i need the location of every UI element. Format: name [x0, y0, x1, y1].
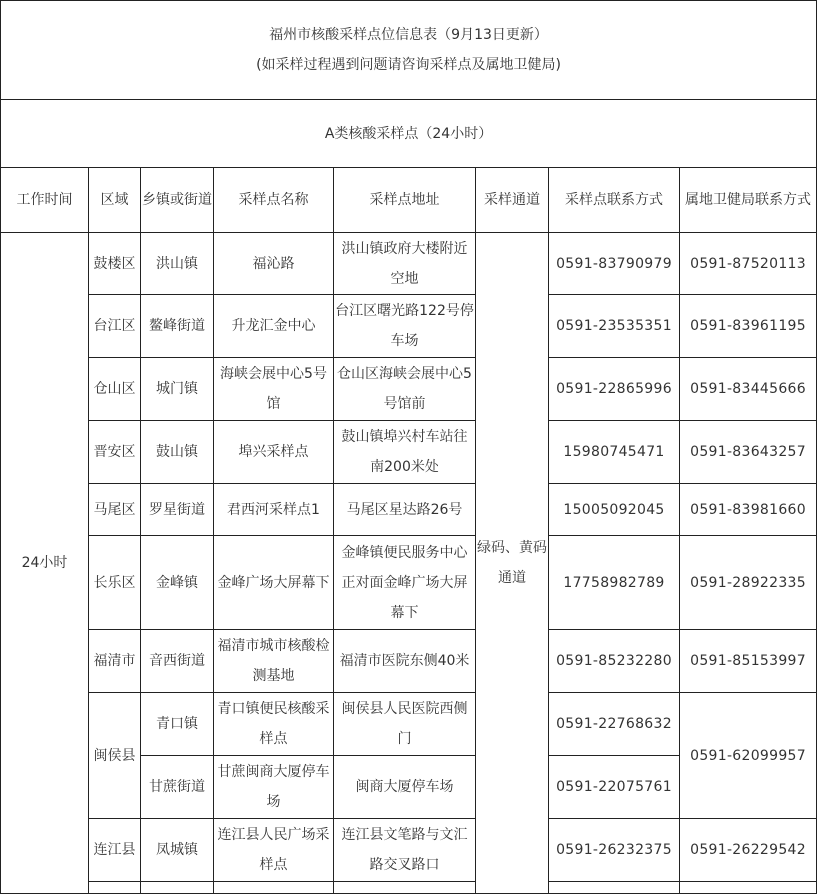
- address-cell: 金峰镇便民服务中心正对面金峰广场大屏幕下: [334, 536, 476, 630]
- town-cell: 罗星街道: [141, 484, 214, 536]
- site-cell: 金峰广场大屏幕下: [214, 536, 334, 630]
- town-cell: 鳌峰街道: [141, 295, 214, 358]
- bureau-phone-cell: 0591-83445666: [680, 358, 817, 421]
- town-cell: 洪山镇: [141, 233, 214, 295]
- bureau-phone-cell: 0591-83643257: [680, 421, 817, 484]
- table-title: [1, 1, 817, 100]
- town-cell: 青口镇: [141, 693, 214, 756]
- title-line-1: 福州市核酸采样点位信息表（9月13日更新）: [269, 27, 548, 43]
- phone-cell: 0591-85232280: [549, 630, 680, 693]
- table-row: [1, 295, 817, 358]
- address-cell: 仓山区海峡会展中心5号馆前: [334, 358, 476, 421]
- town-cell: 甘蔗街道: [141, 756, 214, 819]
- site-cell: 连江县人民广场采样点: [214, 819, 334, 882]
- header-row: [1, 168, 817, 233]
- site-cell: 海峡会展中心5号馆: [214, 358, 334, 421]
- phone-cell: 15005092045: [549, 484, 680, 536]
- header-cell: 工作时间: [1, 168, 89, 233]
- address-cell: 闽侯县人民医院西侧门: [334, 693, 476, 756]
- district-cell: 台江区: [89, 295, 141, 358]
- site-cell: 埠兴采样点: [214, 421, 334, 484]
- district-cell: 马尾区: [89, 484, 141, 536]
- town-cell: 音西街道: [141, 630, 214, 693]
- table-row: [1, 358, 817, 421]
- site-cell: 升龙汇金中心: [214, 295, 334, 358]
- district-cell: 闽侯县: [89, 693, 141, 819]
- site-cell: 君西河采样点1: [214, 484, 334, 536]
- district-cell: 晋安区: [89, 421, 141, 484]
- phone-cell: 0591-83790979: [549, 233, 680, 295]
- address-cell: 台江区曙光路122号停车场: [334, 295, 476, 358]
- table-row: [1, 536, 817, 630]
- table-row: [1, 484, 817, 536]
- header-cell: 乡镇或街道: [141, 168, 214, 233]
- header-cell: 采样通道: [476, 168, 549, 233]
- address-cell: 闽商大厦停车场: [334, 756, 476, 819]
- district-cell: 鼓楼区: [89, 233, 141, 295]
- section-title: A类核酸采样点（24小时）: [1, 100, 817, 168]
- bureau-phone-cell: 0591-62099957: [680, 693, 817, 819]
- site-cell: 甘蔗闽商大厦停车场: [214, 756, 334, 819]
- town-cell: 凤城镇: [141, 819, 214, 882]
- site-cell: 福沁路: [214, 233, 334, 295]
- bureau-phone-cell: 0591-83961195: [680, 295, 817, 358]
- phone-cell: 17758982789: [549, 536, 680, 630]
- address-cell: 连江县文笔路与文汇路交叉路口: [334, 819, 476, 882]
- address-cell: 洪山镇政府大楼附近空地: [334, 233, 476, 295]
- table-row: [1, 421, 817, 484]
- address-cell: 马尾区星达路26号: [334, 484, 476, 536]
- channel-cell: 绿码、黄码通道: [476, 233, 549, 894]
- header-cell: 采样点联系方式: [549, 168, 680, 233]
- bureau-phone-cell: 0591-26229542: [680, 819, 817, 882]
- work-time-cell: 24小时: [1, 233, 89, 894]
- bureau-phone-cell: 0591-83981660: [680, 484, 817, 536]
- table-row: [1, 233, 817, 295]
- header-cell: 采样点地址: [334, 168, 476, 233]
- header-cell: 区域: [89, 168, 141, 233]
- address-cell: 鼓山镇埠兴村车站往南200米处: [334, 421, 476, 484]
- town-cell: 城门镇: [141, 358, 214, 421]
- bureau-phone-cell: 0591-28922335: [680, 536, 817, 630]
- bureau-phone-cell: 0591-85153997: [680, 630, 817, 693]
- header-cell: 属地卫健局联系方式: [680, 168, 817, 233]
- table-row: [1, 819, 817, 882]
- phone-cell: 0591-23535351: [549, 295, 680, 358]
- site-cell: 青口镇便民核酸采样点: [214, 693, 334, 756]
- phone-cell: 15980745471: [549, 421, 680, 484]
- district-cell: 仓山区: [89, 358, 141, 421]
- town-cell: 鼓山镇: [141, 421, 214, 484]
- district-cell: 长乐区: [89, 536, 141, 630]
- phone-cell: 0591-22768632: [549, 693, 680, 756]
- bureau-phone-cell: 0591-87520113: [680, 233, 817, 295]
- district-cell: 连江县: [89, 819, 141, 882]
- table-row: [1, 630, 817, 693]
- title-line-2: (如采样过程遇到问题请咨询采样点及属地卫健局): [256, 57, 561, 73]
- phone-cell: 0591-22865996: [549, 358, 680, 421]
- table-row: [1, 693, 817, 756]
- header-cell: 采样点名称: [214, 168, 334, 233]
- phone-cell: 0591-26232375: [549, 819, 680, 882]
- town-cell: 金峰镇: [141, 536, 214, 630]
- address-cell: 福清市医院东侧40米: [334, 630, 476, 693]
- site-cell: 福清市城市核酸检测基地: [214, 630, 334, 693]
- district-cell: 福清市: [89, 630, 141, 693]
- phone-cell: 0591-22075761: [549, 756, 680, 819]
